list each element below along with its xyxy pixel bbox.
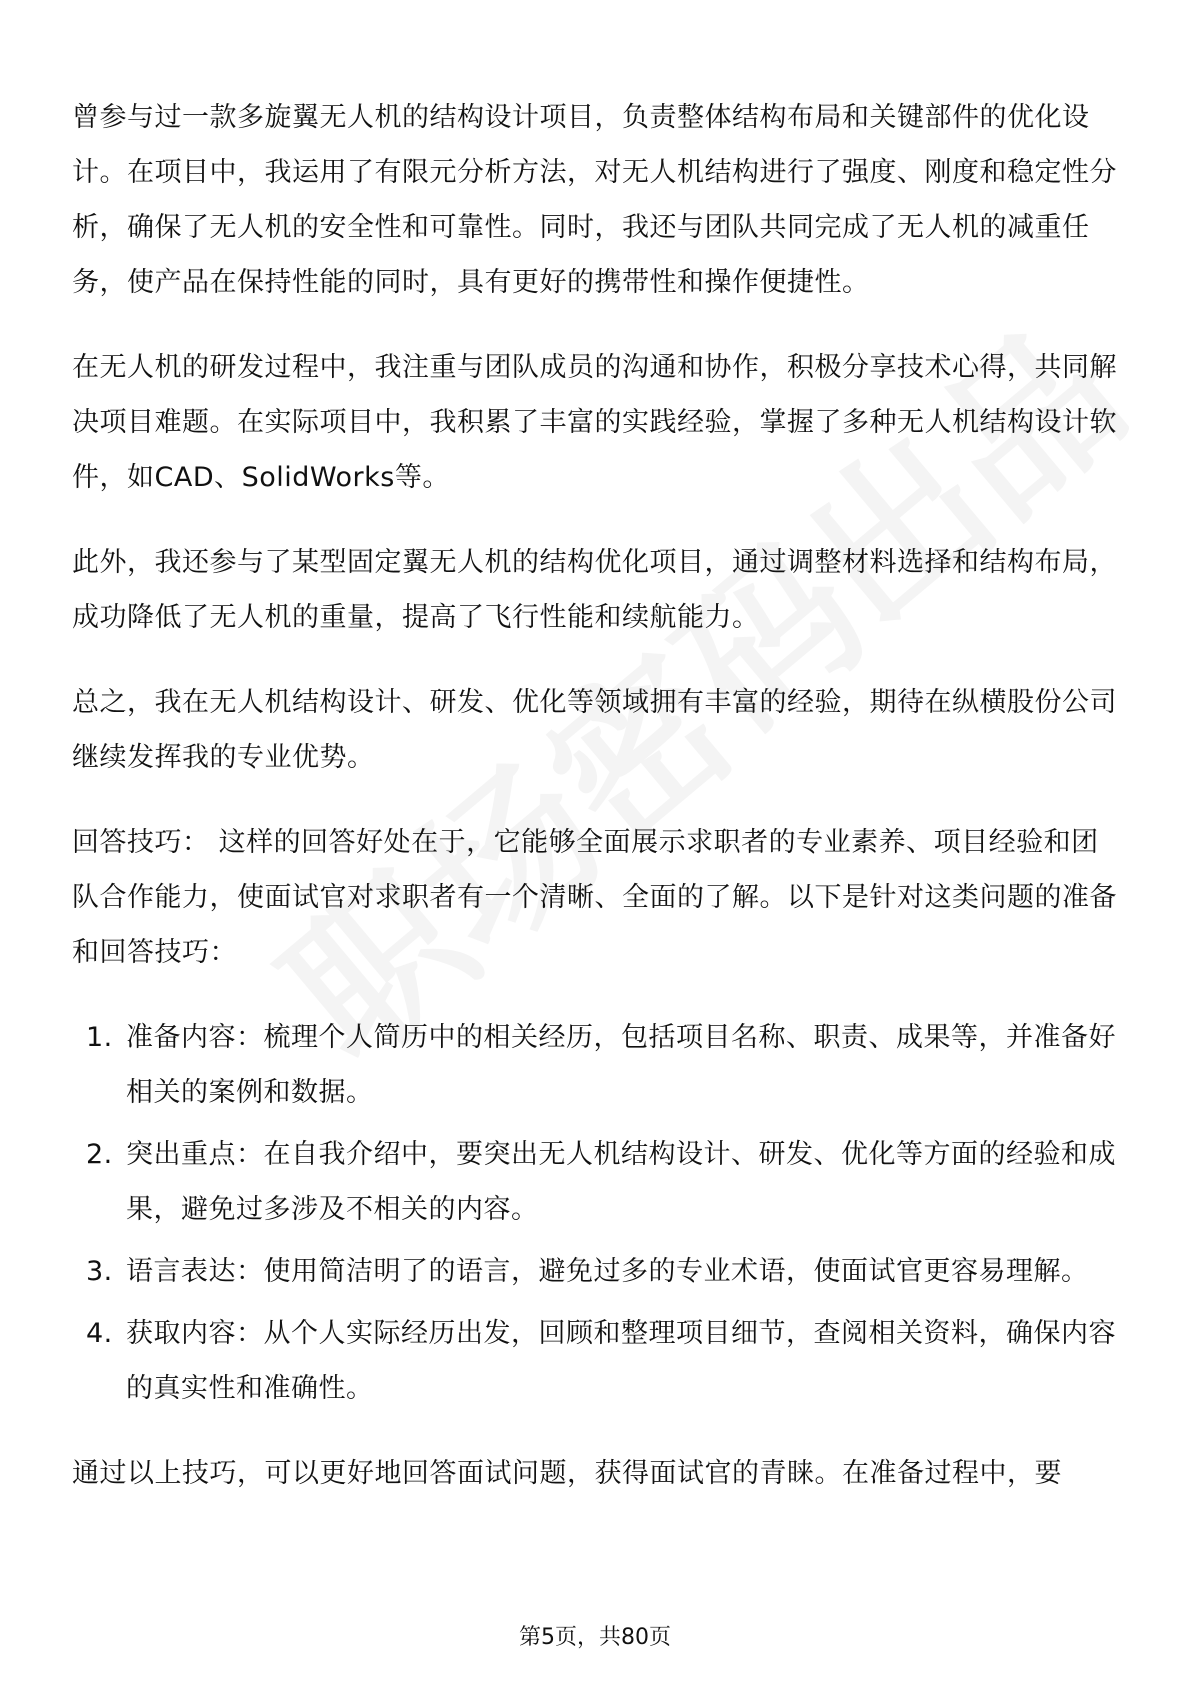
paragraph-tips-intro: 回答技巧： 这样的回答好处在于，它能够全面展示求职者的专业素养、项目经验和团队合作能力，使面试官对求职者有一个清晰、全面的了解。以下是针对这类问题的准备和回答技巧： [72, 827, 1117, 968]
paragraph-experience: 曾参与过一款多旋翼无人机的结构设计项目，负责整体结构布局和关键部件的优化设计。在项目中，我运用了有限元分析方法，对无人机结构进行了强度、刚度和稳定性分析，确保了无人机的安全性和可靠性。同时，我还与团队共同完成了无人机的减重任务，使产品在保持性能的同时，具有更好的携带性和操作便捷性。 [72, 102, 1117, 298]
paragraph-summary: 总之，我在无人机结构设计、研发、优化等领域拥有丰富的经验，期待在纵横股份公司继续发挥我的专业优势。 [72, 687, 1117, 773]
list-item [72, 1306, 1122, 1416]
paragraph-fixed-wing: 此外，我还参与了某型固定翼无人机的结构优化项目，通过调整材料选择和结构布局，成功降低了无人机的重量，提高了飞行性能和续航能力。 [72, 547, 1117, 633]
paragraph-closing: 通过以上技巧，可以更好地回答面试问题，获得面试官的青睐。在准备过程中，要 [72, 1458, 1062, 1489]
paragraph-teamwork: 在无人机的研发过程中，我注重与团队成员的沟通和协作，积极分享技术心得，共同解决项目难题。在实际项目中，我积累了丰富的实践经验，掌握了多种无人机结构设计软件，如CAD、SolidWorks等。 [72, 352, 1117, 493]
list-number: 4. [86, 1318, 113, 1349]
list-item [72, 1244, 1122, 1299]
list-item [72, 1010, 1122, 1120]
list-number: 3. [86, 1256, 113, 1287]
list-text: 准备内容：梳理个人简历中的相关经历，包括项目名称、职责、成果等，并准备好相关的案例和数据。 [126, 1022, 1116, 1108]
page-number: 第5页，共80页 [519, 1625, 671, 1650]
list-number: 1. [86, 1022, 113, 1053]
list-text: 获取内容：从个人实际经历出发，回顾和整理项目细节，查阅相关资料，确保内容的真实性和准确性。 [126, 1318, 1116, 1404]
list-number: 2. [86, 1139, 113, 1170]
tips-list [72, 1010, 1122, 1416]
list-item [72, 1127, 1122, 1237]
document-body [72, 90, 1122, 1531]
list-text: 语言表达：使用简洁明了的语言，避免过多的专业术语，使面试官更容易理解。 [126, 1256, 1089, 1287]
list-text: 突出重点：在自我介绍中，要突出无人机结构设计、研发、优化等方面的经验和成果，避免过多涉及不相关的内容。 [126, 1139, 1116, 1225]
